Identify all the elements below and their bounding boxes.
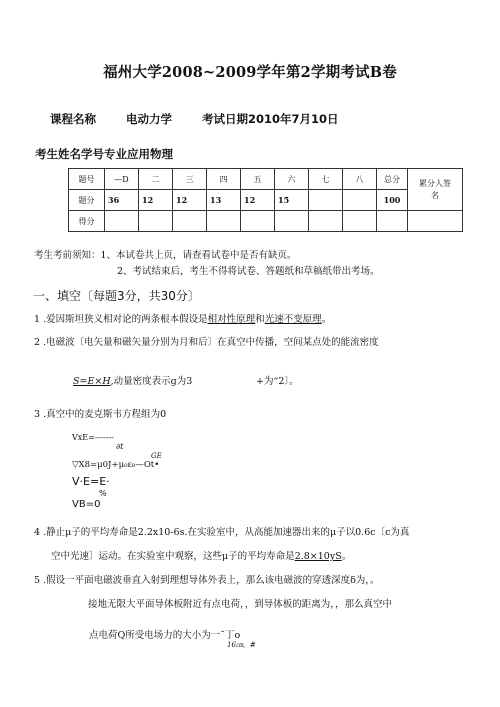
question-2-extra: +为“2〕。 bbox=[256, 376, 299, 387]
question-points: 12 bbox=[241, 190, 275, 211]
question-number: 五 bbox=[241, 169, 275, 190]
earned-cell bbox=[207, 211, 241, 232]
earned-cell bbox=[241, 211, 275, 232]
grader-label-2: 名 bbox=[431, 190, 439, 200]
notice-line-2: 2、考试结束后，考生不得将试卷、答题纸和草稿纸带出考场。 bbox=[117, 266, 380, 277]
question-2: 2 .电磁波〔电矢量和磁矢量分别为月和后〕在真空中传播，空间某点处的能流密度 bbox=[34, 337, 379, 348]
equation-curl-e-denominator: ∂t bbox=[116, 442, 124, 451]
q2-rest: ,动量密度表示g为3 bbox=[110, 376, 193, 387]
grader-signature-header bbox=[408, 169, 463, 211]
question-points: 36 bbox=[105, 190, 139, 211]
question-5: 5 .假设一平面电磁波垂直入射到理想导体外表上，那么该电磁波的穿透深度δ为，。 bbox=[34, 575, 380, 586]
equation-div-b: VB=0 bbox=[72, 499, 101, 510]
score-table-row-earned bbox=[69, 211, 463, 232]
earned-cell bbox=[343, 211, 377, 232]
earned-total-cell bbox=[377, 211, 408, 232]
student-info-line: 考生姓名学号专业应用物理 bbox=[35, 147, 173, 161]
q1-answer-2: 光速不变原理 bbox=[264, 314, 322, 325]
q2-formula: S=E×H bbox=[73, 376, 111, 387]
question-number: 三 bbox=[173, 169, 207, 190]
equation-curl-e: VxE=------- bbox=[72, 433, 114, 442]
q1-text: 1 .爱因斯坦狭义相对论的两条根本假设是 bbox=[34, 314, 208, 325]
grader-signature-cell bbox=[408, 211, 463, 232]
exam-date: 考试日期2010年7月10日 bbox=[202, 112, 339, 126]
question-points: 13 bbox=[207, 190, 241, 211]
question-number: 七 bbox=[309, 169, 343, 190]
question-number: 二 bbox=[139, 169, 173, 190]
question-number: 四 bbox=[207, 169, 241, 190]
equation-curl-b-numerator: GE bbox=[151, 452, 162, 460]
equation-div-e: V·E=E· bbox=[72, 475, 110, 488]
question-number: —D bbox=[105, 169, 139, 190]
row-label-points: 题分 bbox=[69, 190, 105, 211]
earned-cell bbox=[105, 211, 139, 232]
total-label: 总分 bbox=[377, 169, 408, 190]
score-table-row-numbers bbox=[69, 169, 463, 190]
equation-div-e-denominator: % bbox=[99, 489, 107, 498]
earned-cell bbox=[275, 211, 309, 232]
row-label-earned: 得分 bbox=[69, 211, 105, 232]
question-points: 12 bbox=[139, 190, 173, 211]
question-number: 六 bbox=[275, 169, 309, 190]
q4-answer: 2.8×10yS bbox=[294, 551, 342, 562]
score-table bbox=[68, 168, 463, 232]
question-5-line-3: 点电荷Q所受电场力的大小为一ˉ丁o bbox=[89, 630, 241, 641]
score-table-row-points bbox=[69, 190, 463, 211]
earned-cell bbox=[309, 211, 343, 232]
question-points: 12 bbox=[173, 190, 207, 211]
course-name bbox=[50, 111, 172, 127]
question-points bbox=[343, 190, 377, 211]
q1-answer-1: 相对性原理 bbox=[207, 314, 256, 325]
question-2-answer bbox=[73, 373, 192, 387]
q1-end: 。 bbox=[321, 314, 332, 325]
question-number: 八 bbox=[343, 169, 377, 190]
earned-cell bbox=[139, 211, 173, 232]
q4-text: 空中光速〕运动。在实验室中观察，这些μ子的平均寿命是 bbox=[51, 551, 295, 562]
question-5-answer: 16㎝。# bbox=[227, 641, 256, 649]
notice-line-1: 考生考前须知：1、本试卷共上页，请查看试卷中是否有缺页。 bbox=[34, 250, 297, 261]
earned-cell bbox=[173, 211, 207, 232]
total-points: 100 bbox=[377, 190, 408, 211]
question-5-line-2: 接地无限大平面导体板附近有点电荷，，到导体板的距离为，，那么真空中 bbox=[88, 599, 393, 610]
question-points bbox=[309, 190, 343, 211]
grader-label: 累分人签 bbox=[419, 178, 451, 188]
question-1 bbox=[34, 311, 331, 325]
row-label-question: 题号 bbox=[69, 169, 105, 190]
equation-curl-b: ▽X8=μ0J+μ₀ε₀—Ot• bbox=[72, 460, 160, 470]
question-points: 15 bbox=[275, 190, 309, 211]
q1-mid: 和 bbox=[255, 314, 265, 325]
question-3: 3 .真空中的麦克斯韦方程组为0 bbox=[34, 409, 167, 420]
section-heading: 一、填空〔每题3分，共30分〕 bbox=[33, 289, 200, 303]
question-4: 4 .静止μ子的平均寿命是2.2x10-6s.在实验室中，从高能加速器出来的μ子以0.6c〔c为真 bbox=[34, 527, 410, 538]
course-label: 课程名称 bbox=[50, 112, 96, 126]
exam-title: 福州大学2008~2009学年第2学期考试B卷 bbox=[103, 64, 397, 81]
q4-end: 。 bbox=[341, 551, 352, 562]
question-4-continued bbox=[51, 548, 351, 562]
course-value: 电动力学 bbox=[126, 112, 172, 126]
